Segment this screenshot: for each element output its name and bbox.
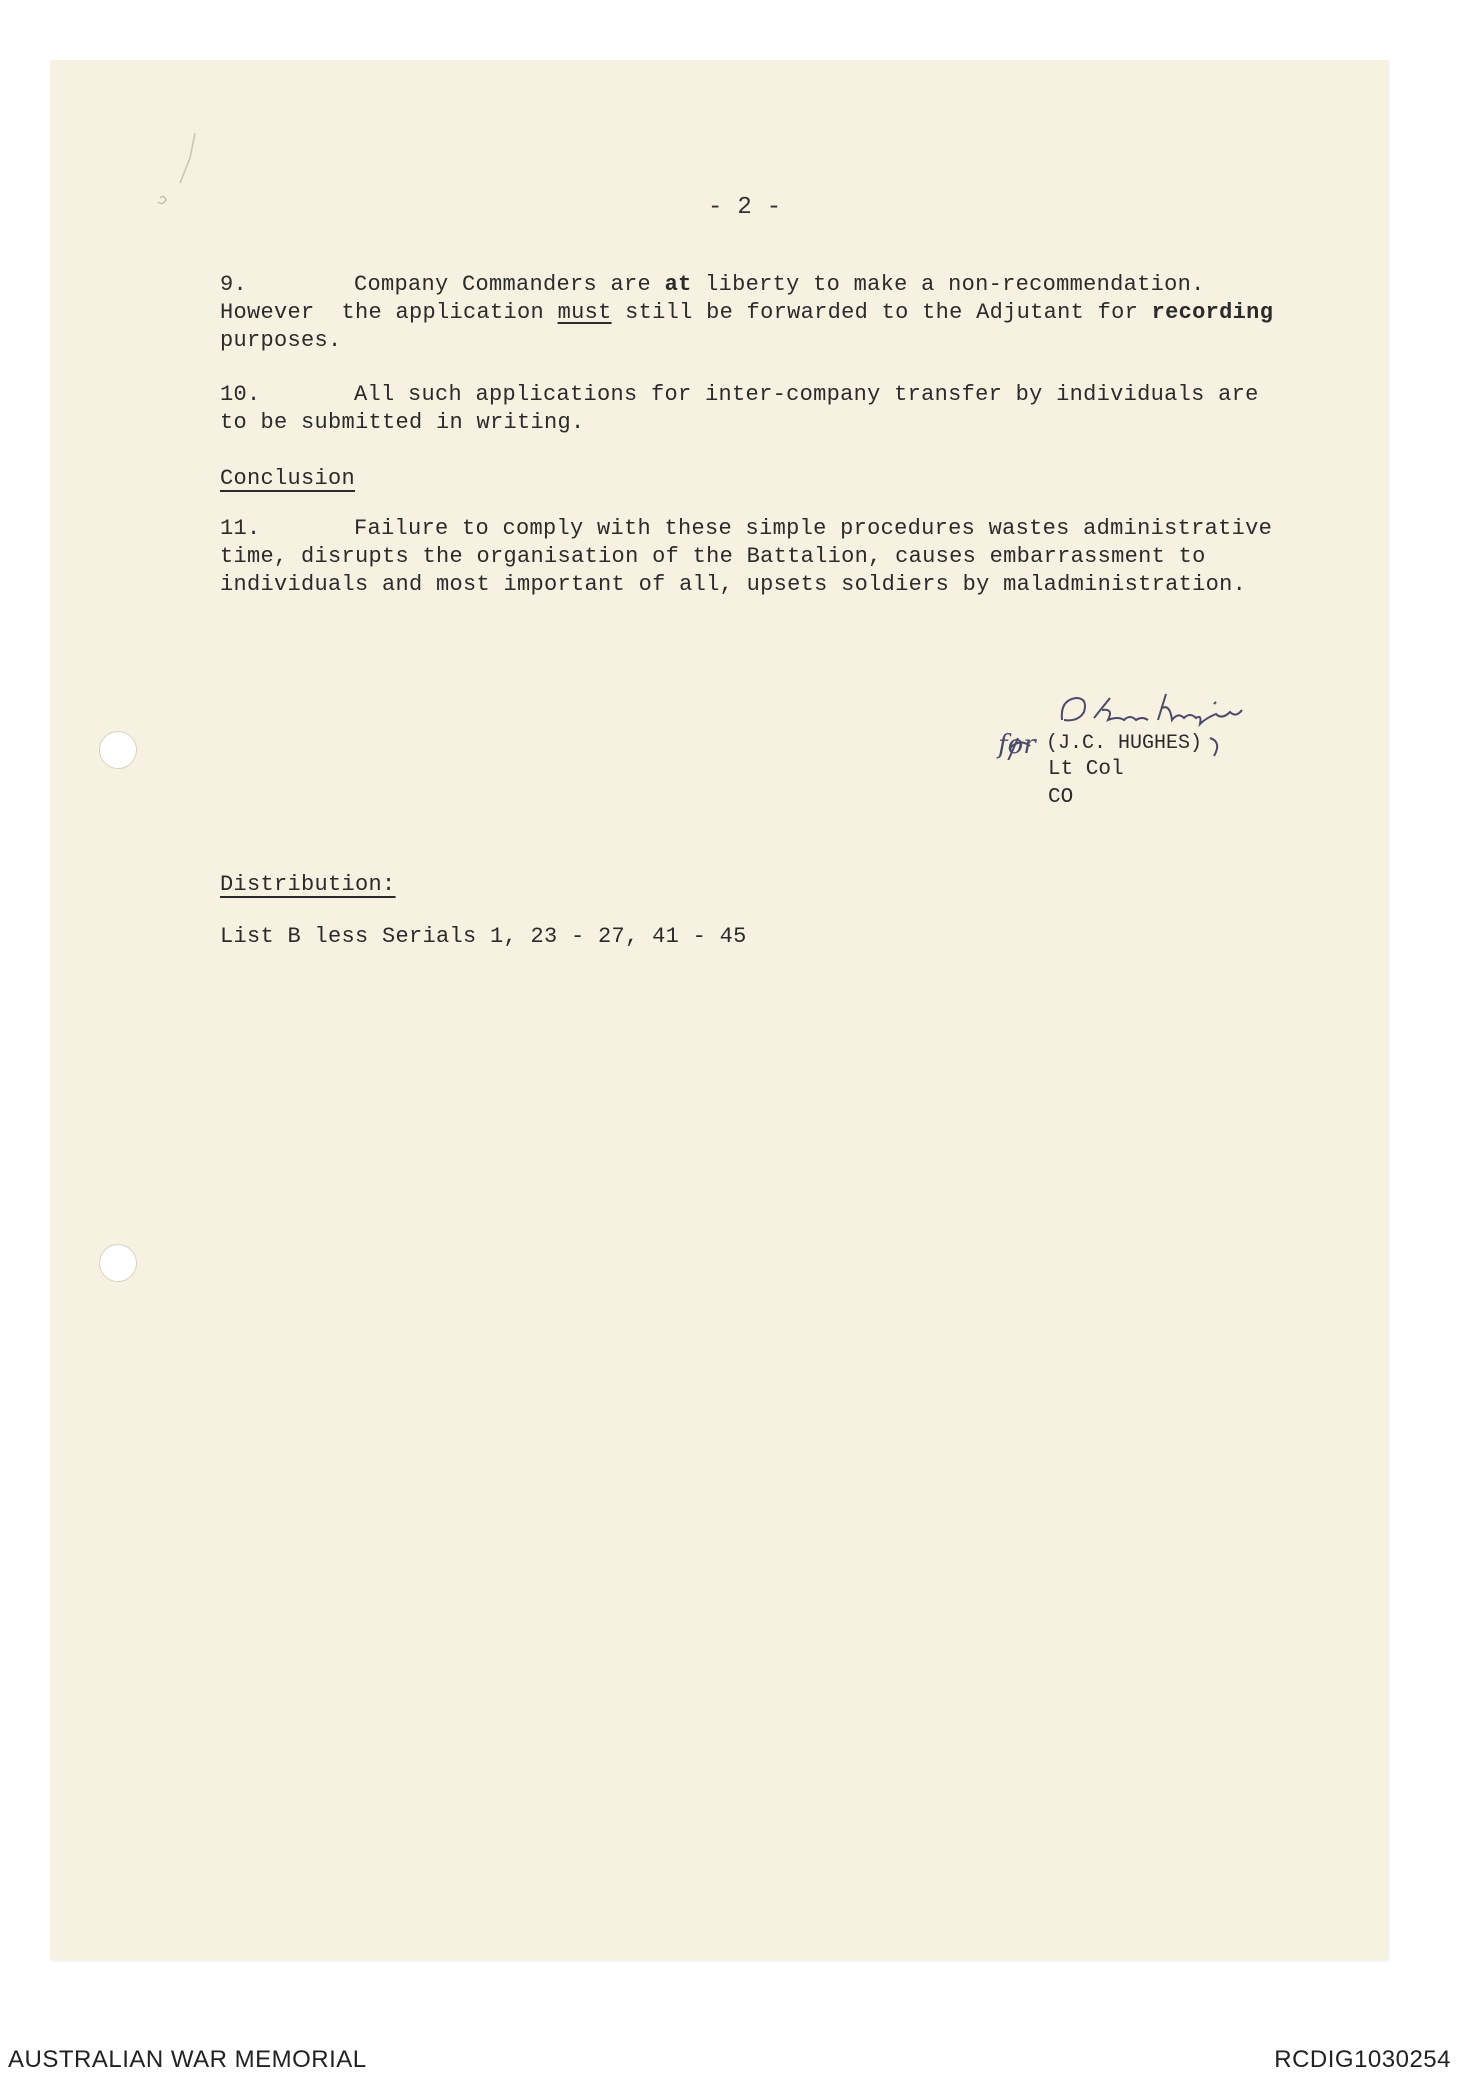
paragraph-10-line-1 [220,382,1259,407]
signature-for: for [998,730,1036,760]
paragraph-11-text: Failure to comply with these simple procedures wastes administrative [354,516,1273,541]
paragraph-9-line-2 [220,300,1273,325]
paragraph-10-number: 10. [220,382,261,407]
paragraph-11-line-2: time, disrupts the organisation of the Battalion, causes embarrassment to [220,544,1206,569]
paragraph-9-text-must: must [557,300,612,325]
distribution-heading: Distribution: [220,872,396,897]
paragraph-9-line-1 [220,272,1205,297]
paragraph-10-line-2: to be submitted in writing. [220,410,585,435]
punch-hole-bottom [99,1244,137,1282]
distribution-text: List B less Serials 1, 23 - 27, 41 - 45 [220,924,747,949]
paragraph-11-line-1 [220,516,1272,541]
paragraph-9-text-a: Company Commanders are [354,272,665,297]
page-number: - 2 - [708,194,782,221]
paragraph-9-text-e: still be forwarded to the Adjutant for [611,300,1152,325]
paragraph-11-number: 11. [220,516,261,541]
signatory-rank: Lt Col [1048,758,1124,781]
paragraph-9-text-c: liberty to make a non-recommendation. [691,272,1205,297]
footer-record-id: RCDIG1030254 [1274,2046,1451,2073]
paragraph-9-line-3: purposes. [220,328,342,353]
paragraph-10-text: All such applications for inter-company transfer by individuals are [354,382,1259,407]
signatory-appointment: CO [1048,786,1074,809]
pencil-mark-icon [150,128,200,218]
conclusion-heading: Conclusion [220,466,356,491]
paragraph-9-text-at: at [664,272,692,297]
punch-hole-top [99,731,137,769]
paragraph-9-number: 9. [220,272,248,297]
footer-source: AUSTRALIAN WAR MEMORIAL [8,2046,367,2073]
signatory-name: (J.C. HUGHES) [1046,732,1203,755]
paragraph-11-line-3: individuals and most important of all, upsets soldiers by maladministration. [220,572,1247,597]
paragraph-9-text-recording: recording [1151,300,1274,325]
paragraph-9-text-d: However the application [220,300,558,325]
signature-block [990,690,1290,820]
